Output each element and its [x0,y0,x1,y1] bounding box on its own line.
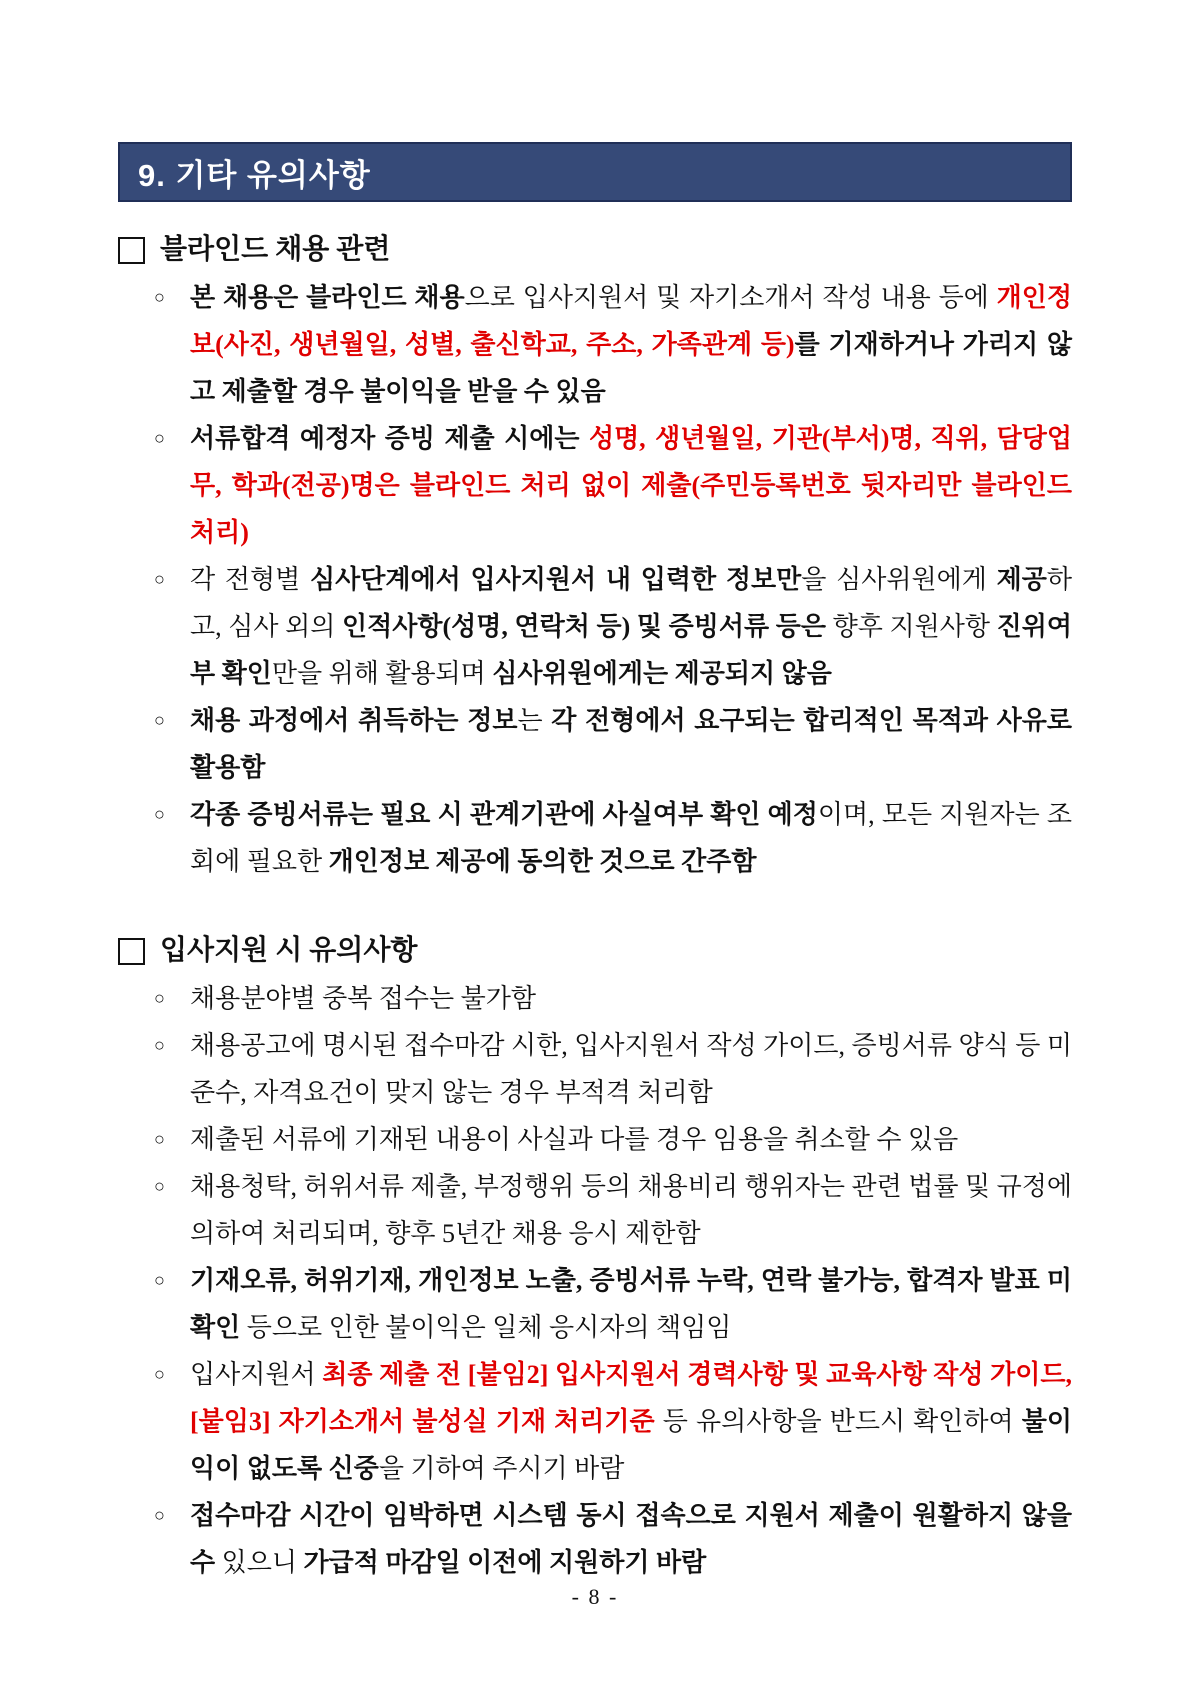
circle-bullet-icon: ○ [154,1505,165,1525]
text-run-bold: 를 기재하거나 가리지 않고 제출할 경우 불이익을 받을 수 있음 [190,330,1072,406]
list-item-text [190,1351,1072,1492]
list-item [118,791,1072,885]
text-run: 이며, 모든 지원자는 조회에 필요한 [190,800,1073,876]
page-number: - 8 - [571,1584,619,1609]
list-item-text [190,1116,1072,1163]
list-item-text [190,791,1072,885]
circle-bullet-icon: ○ [154,1364,165,1384]
section-title-text: 입사지원 시 유의사항 [160,935,418,966]
list-item [118,697,1072,791]
text-run-bold: 개인정보 제공에 동의한 것으로 간주함 [328,847,757,876]
section-title [118,226,1072,274]
section-2 [118,927,1072,1586]
text-run-red-bold: 최종 제출 전 [붙임2] 입사지원서 경력사항 및 교육사항 작성 가이드, [붙임3] 자기소개서 불성실 기재 처리기준 [190,1360,1072,1436]
text-run-bold: 채용 과정에서 취득하는 정보 [190,706,518,735]
list-item-text [190,1257,1072,1351]
text-run-bold: 각종 증빙서류는 필요 시 관계기관에 사실여부 확인 예정 [190,800,818,829]
text-run: 입사지원서 [190,1360,323,1389]
circle-bullet-icon: ○ [154,710,165,730]
list-item-text [190,1492,1072,1586]
list-item-text [190,556,1072,697]
list-item [118,274,1072,415]
list-item-text [190,697,1072,791]
section-1 [118,226,1072,885]
text-run-bold: 본 채용은 블라인드 채용 [190,283,465,312]
list-item-text [190,415,1072,556]
circle-bullet-icon: ○ [154,1035,165,1055]
circle-bullet-icon: ○ [154,1270,165,1290]
list-item [118,1492,1072,1586]
section-9-header-title: 9. 기타 유의사항 [138,157,371,193]
circle-bullet-icon: ○ [154,1129,165,1149]
text-run-bold: 진위여부 확인 [190,612,1072,688]
list-item [118,1257,1072,1351]
list-item [118,556,1072,697]
text-run: 각 전형별 [190,565,311,594]
text-run-bold: 접수마감 시간이 임박하면 시스템 동시 접속으로 지원서 제출이 원활하지 않을 수 [190,1501,1072,1577]
circle-bullet-icon: ○ [154,804,165,824]
text-run: 등 유의사항을 반드시 확인하여 [654,1407,1022,1436]
text-run: 등으로 인한 불이익은 일체 응시자의 책임임 [246,1313,732,1342]
section-9-header-bar [118,142,1072,202]
circle-bullet-icon: ○ [154,569,165,589]
text-run: 향후 지원사항 [832,612,997,641]
list-item-text [190,975,1072,1022]
text-run-bold: 기재오류, 허위기재, 개인정보 노출, 증빙서류 누락, 연락 불가능, 합격자 발표 미확인 [190,1266,1072,1342]
section-title [118,927,1072,975]
section-title-text: 블라인드 채용 관련 [160,234,391,265]
list-item [118,1163,1072,1257]
list-item [118,1351,1072,1492]
circle-bullet-icon: ○ [154,1176,165,1196]
text-run: 채용공고에 명시된 접수마감 시한, 입사지원서 작성 가이드, 증빙서류 양식 등 미준수, 자격요건이 맞지 않는 경우 부적격 처리함 [190,1031,1072,1107]
text-run: 하고, 심사 외의 [190,565,1073,641]
circle-bullet-icon: ○ [154,428,165,448]
text-run: 제출된 서류에 기재된 내용이 사실과 다를 경우 임용을 취소할 수 있음 [190,1125,959,1154]
text-run-bold: 서류합격 예정자 증빙 제출 시에는 [190,424,589,453]
square-bullet-icon [118,938,145,965]
list-item-text [190,1163,1072,1257]
square-bullet-icon [118,237,145,264]
text-run-red-bold: 개인정보(사진, 생년월일, 성별, 출신학교, 주소, 가족관계 등) [190,283,1072,359]
text-run: 을 기하여 주시기 바람 [378,1454,625,1483]
text-run-bold: 심사단계에서 입사지원서 내 입력한 정보만 [310,565,802,594]
circle-bullet-icon: ○ [154,287,165,307]
list-item [118,415,1072,556]
list-item-text [190,274,1072,415]
document-body [118,226,1072,1586]
text-run-bold: 인적사항(성명, 연락처 등) 및 증빙서류 등은 [342,612,833,641]
text-run: 을 심사위원에게 [801,565,997,594]
list-item [118,975,1072,1022]
list-item-text [190,1022,1072,1116]
text-run-bold: 가급적 마감일 이전에 지원하기 바람 [303,1548,707,1577]
circle-bullet-icon: ○ [154,988,165,1008]
list-item [118,1116,1072,1163]
text-run: 는 [517,706,552,735]
text-run: 으로 입사지원서 및 자기소개서 작성 내용 등에 [464,283,997,312]
text-run-bold: 불이익이 없도록 신중 [190,1407,1072,1483]
text-run-bold: 제공 [996,565,1047,594]
text-run-bold: 각 전형에서 요구되는 합리적인 목적과 사유로 활용함 [190,706,1072,782]
text-run: 있으니 [221,1548,304,1577]
text-run: 채용청탁, 허위서류 제출, 부정행위 등의 채용비리 행위자는 관련 법률 및 규정에 의하여 처리되며, 향후 5년간 채용 응시 제한함 [190,1172,1072,1248]
text-run-bold: 심사위원에게는 제공되지 않음 [492,659,832,688]
text-run: 채용분야별 중복 접수는 불가함 [190,984,537,1013]
text-run-red-bold: 성명, 생년월일, 기관(부서)명, 직위, 담당업무, 학과(전공)명은 블라인드 처리 없이 제출(주민등록번호 뒷자리만 블라인드 처리) [190,424,1072,547]
text-run: 만을 위해 활용되며 [271,659,493,688]
list-item [118,1022,1072,1116]
